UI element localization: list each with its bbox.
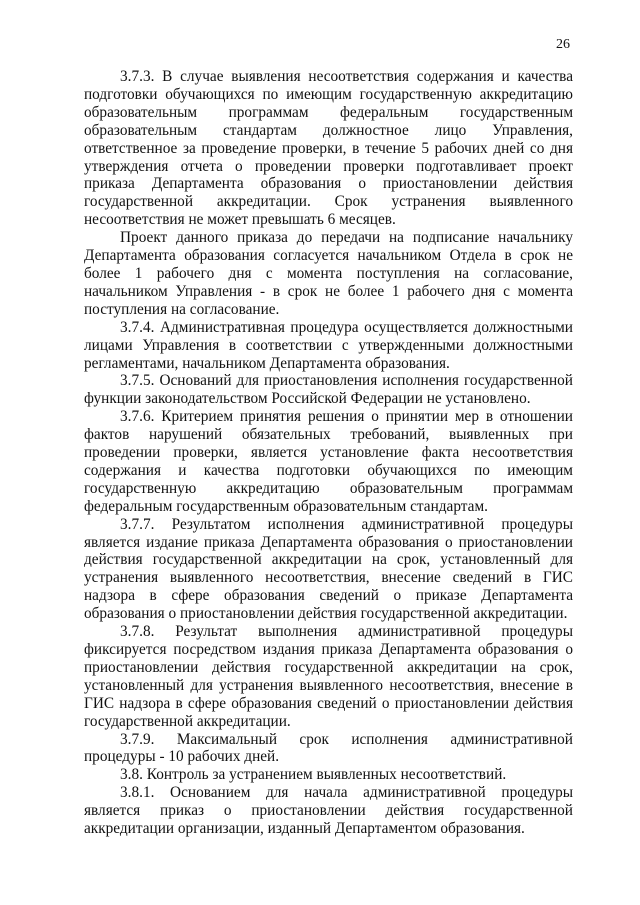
- page-number: 26: [556, 37, 570, 52]
- paragraph-3-7-6: 3.7.6. Критерием принятия решения о принятии мер в отношении фактов нарушений обязательных требований, выявленных при проведении проверки, является установление факта несоответствия содержания и качества подготовки обучающихся по имеющим государственную аккредитацию образовательным программам федеральным государственным образовательным стандартам.: [84, 408, 573, 515]
- paragraph-3-7-7: 3.7.7. Результатом исполнения административной процедуры является издание приказа Департамента образования о приостановлении действия государственной аккредитации на срок, установленный для устранения выявленного несоответствия, внесение сведений в ГИС надзора в сфере образования сведений о приказе Департамента образования о приостановлении действия государственной аккредитации.: [84, 515, 573, 623]
- paragraph-3-8: 3.8. Контроль за устранением выявленных несоответствий.: [120, 766, 507, 784]
- paragraph-3-7-9: 3.7.9. Максимальный срок исполнения административной процедуры - 10 рабочих дней.: [84, 730, 573, 766]
- paragraph-3-8-1: 3.8.1. Основанием для начала административной процедуры является приказ о приостановлении действия государственной аккредитации организации, изданный Департаментом образования.: [84, 784, 573, 838]
- paragraph-draft-order-approval: Проект данного приказа до передачи на подписание начальнику Департамента образования согласуется начальником Отдела в срок не более 1 рабочего дня с момента поступления на согласование, начальником Управления - в срок не более 1 рабочего дня с момента поступления на согласование.: [84, 229, 573, 318]
- paragraph-3-7-5: 3.7.5. Оснований для приостановления исполнения государственной функции законодательством Российской Федерации не установлено.: [84, 372, 573, 408]
- paragraph-3-7-8: 3.7.8. Результат выполнения административной процедуры фиксируется посредством издания приказа Департамента образования о приостановлении действия государственной аккредитации на срок, установленный для устранения выявленного несоответствия, внесение в ГИС надзора в сфере образования сведений о приостановлении действия государственной аккредитации.: [84, 623, 573, 730]
- paragraph-3-7-3: 3.7.3. В случае выявления несоответствия содержания и качества подготовки обучающихся по имеющим государственную аккредитацию образовательным программам федеральным государственным образовательным стандартам должностное лицо Управления, ответственное за проведение проверки, в течение 5 рабочих дней со дня утверждения отчета о проведении проверки подготавливает проект приказа Департамента образования о приостановлении действия государственной аккредитации. Срок устранения выявленного несоответствия не может превышать 6 месяцев.: [84, 68, 573, 229]
- paragraph-3-7-4: 3.7.4. Административная процедура осуществляется должностными лицами Управления в соответствии с утвержденными должностными регламентами, начальником Департамента образования.: [84, 318, 573, 372]
- document-body: [84, 68, 573, 838]
